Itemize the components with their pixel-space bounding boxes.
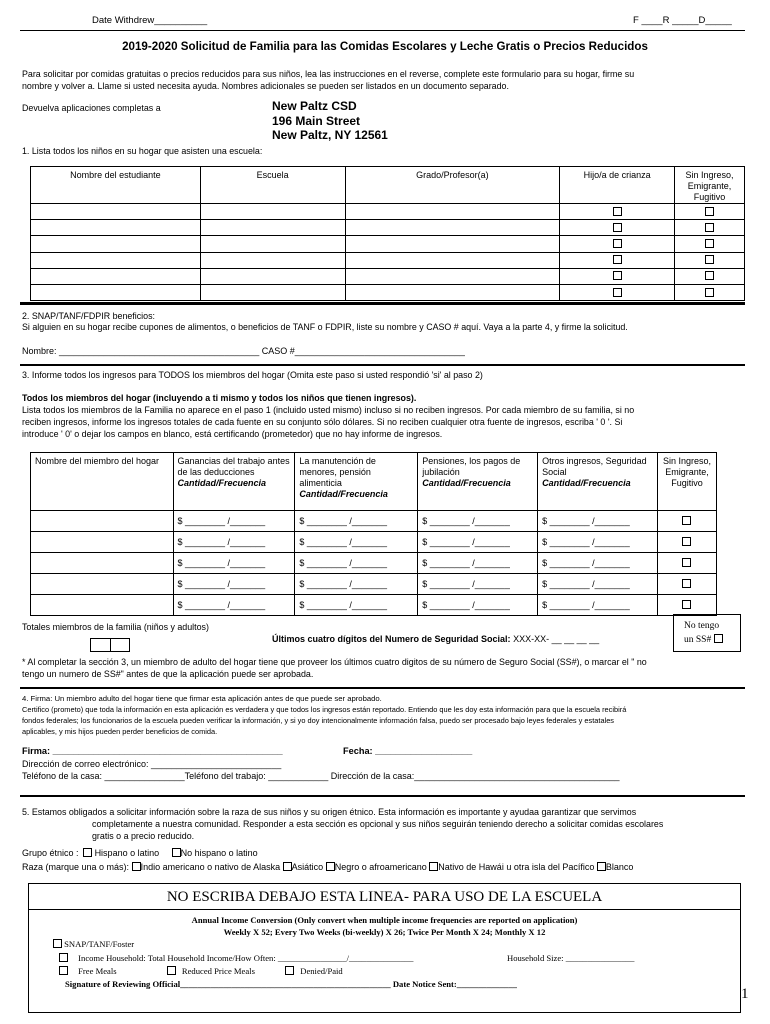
certification-3: aplicables, y mis hijos pueden perder beneficios de comida. (22, 727, 218, 736)
school-cell[interactable] (200, 284, 345, 300)
address-line-3: New Paltz, NY 12561 (272, 128, 388, 142)
not-hispanic-checkbox[interactable] (172, 848, 181, 857)
section5-text-2: completamente a nuestra comunidad. Responder a esta sección es opcional y sus niños seguirán teniendo derecho a solicitar comidas escolares (92, 819, 664, 829)
support-cell[interactable]: $ ________ /_______ (295, 595, 418, 616)
foster-cell[interactable] (560, 204, 675, 220)
household-size-field[interactable]: Household Size: ________________ (507, 953, 635, 963)
grade-cell[interactable] (345, 236, 560, 252)
student-name-cell[interactable] (31, 252, 201, 268)
conversion-note: Annual Income Conversion (Only convert when multiple income frequencies are reported on application) (191, 915, 578, 925)
return-label: Devuelva aplicaciones completas a (22, 103, 161, 113)
wages-cell[interactable]: $ ________ /_______ (173, 574, 295, 595)
foster-checkbox[interactable] (613, 223, 622, 232)
children-table (30, 166, 745, 301)
no-income-checkbox[interactable] (682, 537, 691, 546)
member-row (31, 595, 717, 616)
no-income-checkbox[interactable] (705, 239, 714, 248)
no-ssn-box: No tengo un SS# (673, 614, 741, 652)
no-ssn-checkbox[interactable] (714, 634, 723, 643)
school-cell[interactable] (200, 236, 345, 252)
member-row (31, 532, 717, 553)
snap-name-case-field[interactable]: Nombre: ________________________________________ CASO #__________________________________ (22, 346, 465, 356)
section5-text-1: 5. Estamos obligados a solicitar información sobre la raza de sus niños y su origen étnico. Esta información es importante y ayudaa garantizar que servimos (22, 807, 637, 817)
member-name-cell[interactable] (31, 511, 174, 532)
child-row (31, 284, 745, 300)
section3-subheading: Todos los miembros del hogar (incluyendo a ti mismo y todos los niños que tienen ingresos). (22, 393, 417, 403)
student-name-cell[interactable] (31, 220, 201, 236)
other-income-cell[interactable]: $ ________ /_______ (538, 574, 658, 595)
no-income-checkbox[interactable] (705, 223, 714, 232)
no-income-checkbox[interactable] (705, 255, 714, 264)
child-row (31, 204, 745, 220)
member-name-cell[interactable] (31, 553, 174, 574)
member-row (31, 553, 717, 574)
snap-tanf-foster: SNAP/TANF/Foster (53, 939, 134, 949)
signature-field[interactable]: Firma: _____________________________________________ (22, 746, 283, 756)
grade-cell[interactable] (345, 252, 560, 268)
phones-address-field[interactable]: Teléfono de la casa: ________________Teléfono del trabajo: ____________ Dirección de la casa:_________________________________________ (22, 771, 620, 781)
section3-text-1: Lista todos los miembros de la Familia no aparece en el paso 1 (incluido usted mismo) incluso si no reciben ingresos. Por cada miembro de su familia, si no (22, 405, 635, 415)
student-name-cell[interactable] (31, 268, 201, 284)
foster-checkbox[interactable] (613, 207, 622, 216)
page-title: 2019-2020 Solicitud de Familia para las Comidas Escolares y Leche Gratis o Precios Reducidos (122, 40, 648, 53)
no-income-cell[interactable] (675, 236, 745, 252)
col-other-income: Otros ingresos, Seguridad Social Cantidad/Frecuencia (538, 453, 658, 511)
foster-cell[interactable] (560, 236, 675, 252)
totals-box[interactable] (90, 638, 130, 652)
reviewer-signature-field[interactable]: Signature of Reviewing Official_________________________________________________ Date Notice Sent:______________ (65, 979, 517, 989)
col-school: Escuela (200, 167, 345, 204)
race-black-checkbox[interactable] (326, 862, 335, 871)
race-white-checkbox[interactable] (597, 862, 606, 871)
no-income-cell[interactable] (675, 284, 745, 300)
no-income-cell[interactable] (675, 268, 745, 284)
ssn-note-2: tengo un numero de SS#" antes de que la aplicación puede ser aprobada. (22, 669, 314, 679)
no-income-cell (657, 574, 716, 595)
ethnic-group: Grupo étnico : Hispano o latino No hispano o latino (22, 848, 258, 858)
school-cell[interactable] (200, 220, 345, 236)
foster-cell[interactable] (560, 284, 675, 300)
no-income-cell (657, 532, 716, 553)
denied-paid-checkbox[interactable] (285, 966, 294, 975)
no-income-checkbox[interactable] (682, 579, 691, 588)
student-name-cell[interactable] (31, 236, 201, 252)
snap-foster-checkbox[interactable] (53, 939, 62, 948)
ssn-field[interactable]: Últimos cuatro dígitos del Numero de Seguridad Social: XXX-XX- __ __ __ __ (272, 634, 600, 644)
wages-cell[interactable]: $ ________ /_______ (173, 511, 295, 532)
address-line-1: New Paltz CSD (272, 99, 357, 113)
intro-line-2: nombre y volver a. Llame si usted necesita ayuda. Nombres adicionales se pueden ser listados en un documento separado. (22, 81, 509, 91)
foster-cell[interactable] (560, 268, 675, 284)
foster-checkbox[interactable] (613, 271, 622, 280)
no-income-cell[interactable] (675, 220, 745, 236)
no-income-checkbox[interactable] (682, 558, 691, 567)
support-cell[interactable]: $ ________ /_______ (295, 553, 418, 574)
address-line-2: 196 Main Street (272, 113, 361, 128)
email-field[interactable]: Dirección de correo electrónico: __________________________ (22, 759, 282, 769)
income-household-checkbox[interactable] (59, 953, 68, 962)
no-income-cell[interactable] (675, 204, 745, 220)
col-no-income: Sin Ingreso, Emigrante, Fugitivo (657, 453, 716, 511)
no-income-checkbox[interactable] (705, 207, 714, 216)
race-asian-checkbox[interactable] (283, 862, 292, 871)
no-income-checkbox[interactable] (682, 600, 691, 609)
no-income-cell (657, 511, 716, 532)
child-row (31, 236, 745, 252)
race-native-american-checkbox[interactable] (132, 862, 141, 871)
grade-cell[interactable] (345, 284, 560, 300)
grade-cell[interactable] (345, 220, 560, 236)
support-cell[interactable]: $ ________ /_______ (295, 574, 418, 595)
wages-cell[interactable]: $ ________ /_______ (173, 532, 295, 553)
determination-row: Free Meals Reduced Price Meals Denied/Paid (59, 966, 343, 976)
foster-cell[interactable] (560, 220, 675, 236)
no-income-checkbox[interactable] (705, 288, 714, 297)
school-use-title: NO ESCRIBA DEBAJO ESTA LINEA- PARA USO DE LA ESCUELA (29, 884, 740, 910)
pension-cell[interactable]: $ ________ /_______ (418, 553, 538, 574)
section2-heading: 2. SNAP/TANF/FDPIR beneficios: (22, 311, 155, 321)
conversion-rates: Weekly X 52; Every Two Weeks (bi-weekly) X 26; Twice Per Month X 24; Monthly X 12 (223, 927, 546, 937)
pension-cell[interactable]: $ ________ /_______ (418, 574, 538, 595)
date-withdrew: Date Withdrew__________ (92, 15, 208, 26)
child-row (31, 252, 745, 268)
section3-text-3: introduce ' 0' o dejar los campos en blanco, está certificando (prometedor) que no hay informe de ingresos. (22, 429, 443, 439)
col-child-support: La manutención de menores, pensión alimenticia Cantidad/Frecuencia (295, 453, 418, 511)
other-income-cell[interactable]: $ ________ /_______ (538, 595, 658, 616)
totals-label: Totales miembros de la familia (niños y adultos) (22, 622, 209, 632)
section1-heading: 1. Lista todos los niños en su hogar que asisten una escuela: (22, 146, 263, 156)
student-name-cell[interactable] (31, 284, 201, 300)
section2-text: Si alguien en su hogar recibe cupones de alimentos, o beneficios de TANF o FDPIR, liste su nombre y CASO # aquí. Vaya a la parte 4, y firme la solicitud. (22, 322, 628, 332)
frd-codes: F ____R _____D_____ (633, 15, 732, 26)
col-no-income: Sin Ingreso, Emigrante, Fugitivo (675, 167, 745, 204)
section5-text-3: gratis o a precio reducido. (92, 831, 195, 841)
no-income-checkbox[interactable] (705, 271, 714, 280)
col-wages: Ganancias del trabajo antes de las deducciones Cantidad/Frecuencia (173, 453, 295, 511)
other-income-cell[interactable]: $ ________ /_______ (538, 511, 658, 532)
certification-2: fondos federales; los funcionarios de la escuela pueden verificar la información, y si yo doy intencionalmente información falsa, puedo ser procesado bajo leyes federales y estatales (22, 716, 615, 725)
member-row (31, 511, 717, 532)
col-member-name: Nombre del miembro del hogar (31, 453, 174, 511)
foster-checkbox[interactable] (613, 239, 622, 248)
col-pensions: Pensiones, los pagos de jubilación Cantidad/Frecuencia (418, 453, 538, 511)
pension-cell[interactable]: $ ________ /_______ (418, 511, 538, 532)
school-use-box (28, 883, 741, 1013)
wages-cell[interactable]: $ ________ /_______ (173, 595, 295, 616)
pension-cell[interactable]: $ ________ /_______ (418, 532, 538, 553)
page-number: 1 (741, 986, 749, 1002)
income-table (30, 452, 717, 616)
school-cell[interactable] (200, 252, 345, 268)
other-income-cell[interactable]: $ ________ /_______ (538, 553, 658, 574)
support-cell[interactable]: $ ________ /_______ (295, 532, 418, 553)
grade-cell[interactable] (345, 204, 560, 220)
race-pacific-islander-checkbox[interactable] (429, 862, 438, 871)
child-row (31, 268, 745, 284)
member-name-cell[interactable] (31, 595, 174, 616)
support-cell[interactable]: $ ________ /_______ (295, 511, 418, 532)
child-row (31, 220, 745, 236)
member-name-cell[interactable] (31, 532, 174, 553)
pension-cell[interactable]: $ ________ /_______ (418, 595, 538, 616)
foster-cell[interactable] (560, 252, 675, 268)
income-household: Income Household: Total Household Income/How Often: ________________/_______________ (59, 953, 413, 963)
reduced-meals-checkbox[interactable] (167, 966, 176, 975)
wages-cell[interactable]: $ ________ /_______ (173, 553, 295, 574)
col-grade-teacher: Grado/Profesor(a) (345, 167, 560, 204)
section3-heading: 3. Informe todos los ingresos para TODOS los miembros del hogar (Omita este paso si usted respondió 'si' al paso 2) (22, 370, 483, 380)
foster-checkbox[interactable] (613, 255, 622, 264)
section3-text-2: reciben ingresos, informe los ingresos totales de cada fuente en su conjunto sólo dólares. Si no reciben cualquier otra fuente de ingresos, escriba ' 0 '. Si (22, 417, 623, 427)
other-income-cell[interactable]: $ ________ /_______ (538, 532, 658, 553)
school-cell[interactable] (200, 268, 345, 284)
col-foster: Hijo/a de crianza (560, 167, 675, 204)
race-group: Raza (marque una o más): Indio americano o nativo de Alaska Asiático Negro o afroamericano Nativo de Hawái u otra isla del Pacífico Blanco (22, 862, 634, 872)
return-address (272, 99, 388, 143)
no-income-cell (657, 595, 716, 616)
no-income-cell[interactable] (675, 252, 745, 268)
section4-heading: 4. Firma: Un miembro adulto del hogar tiene que firmar esta aplicación antes de que puede ser aprobado. (22, 694, 382, 703)
school-cell[interactable] (200, 204, 345, 220)
foster-checkbox[interactable] (613, 288, 622, 297)
student-name-cell[interactable] (31, 204, 201, 220)
member-row (31, 574, 717, 595)
free-meals-checkbox[interactable] (59, 966, 68, 975)
certification-1: Certifico (prometo) que toda la información en esta aplicación es verdadera y que todos los ingresos están reportado. Entiendo que les doy esta información para que la escuela recibirá (22, 705, 627, 714)
hispanic-checkbox[interactable] (83, 848, 92, 857)
no-income-checkbox[interactable] (682, 516, 691, 525)
member-name-cell[interactable] (31, 574, 174, 595)
intro-line-1: Para solicitar por comidas gratuitas o precios reducidos para sus niños, lea las instrucciones en el reverse, complete este formulario para su hogar, firme su (22, 69, 635, 79)
date-field[interactable]: Fecha: ___________________ (343, 746, 473, 756)
no-income-cell (657, 553, 716, 574)
grade-cell[interactable] (345, 268, 560, 284)
ssn-note-1: * Al completar la sección 3, un miembro de adulto del hogar tiene que proveer los últimos cuatro digitos de su número de Seguro Social (SS#), o marcar el " no (22, 657, 647, 667)
col-student-name: Nombre del estudiante (31, 167, 201, 204)
